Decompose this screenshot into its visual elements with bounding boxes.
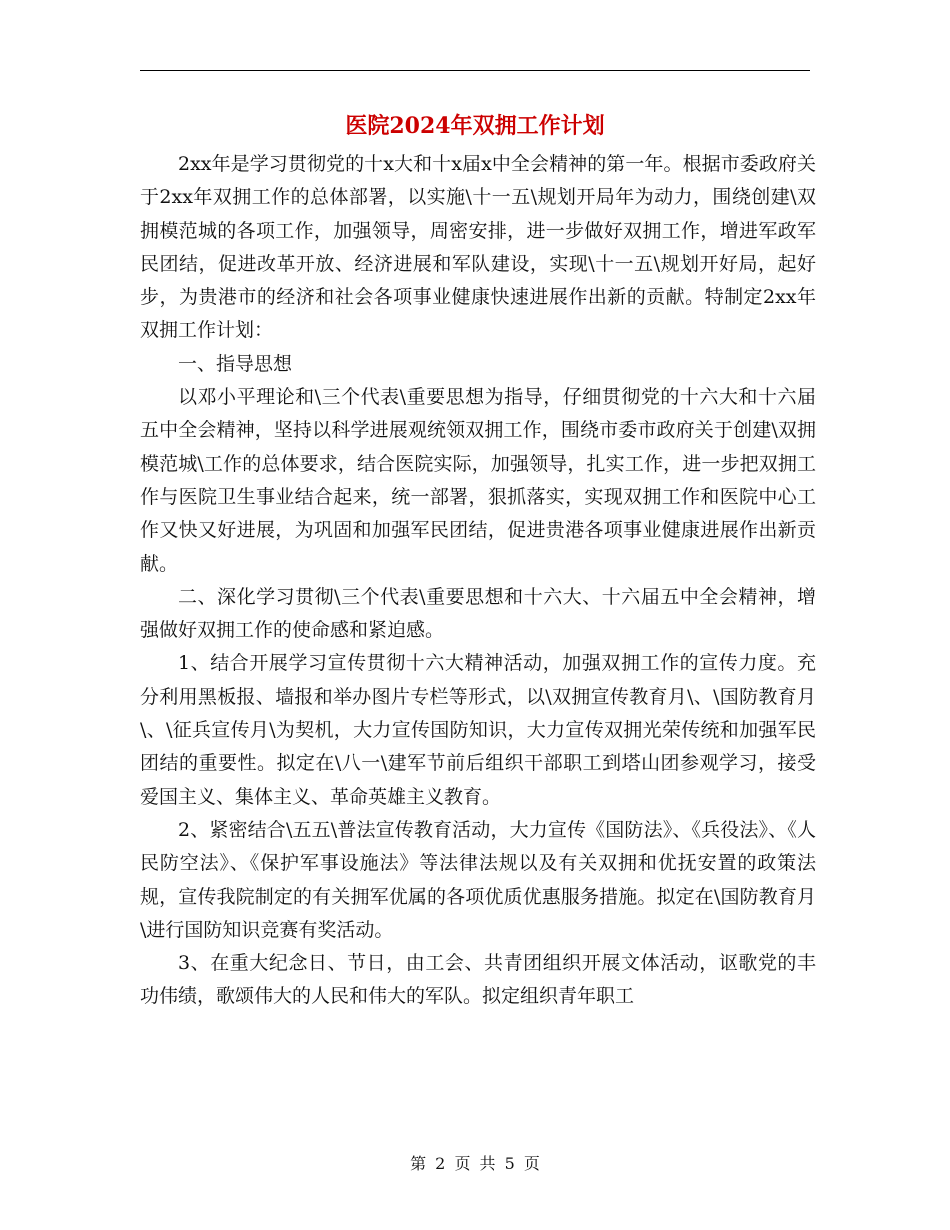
paragraph-item-2: 2、紧密结合\五五\普法宣传教育活动，大力宣传《国防法》、《兵役法》、《人民防空法》、《保护军事设施法》等法律法规以及有关双拥和优抚安置的政策法规，宣传我院制定的有关拥军优属的各项优质优惠服务措施。拟定在\国防教育月\进行国防知识竞赛有奖活动。 — [140, 818, 816, 941]
paragraph-intro: 2xx年是学习贯彻党的十x大和十x届x中全会精神的第一年。根据市委政府关于2xx年双拥工作的总体部署，以实施\十一五\规划开局年为动力，围绕创建\双拥模范城的各项工作，加强领导，周密安排，进一步做好双拥工作，增进军政军民团结，促进改革开放、经济进展和军队建设，实现\十一五\规划开好局，起好步，为贵港市的经济和社会各项事业健康快速进展作出新的贡献。特制定2xx年双拥工作计划： — [140, 153, 816, 342]
page-number: 第 2 页 共 5 页 — [410, 1154, 540, 1173]
header-rule — [140, 70, 810, 71]
section-heading-2: 二、深化学习贯彻\三个代表\重要思想和十六大、十六届五中全会精神，增强做好双拥工作的使命感和紧迫感。 — [140, 585, 816, 642]
paragraph-item-1: 1、结合开展学习宣传贯彻十六大精神活动，加强双拥工作的宣传力度。充分利用黑板报、墙报和举办图片专栏等形式，以\双拥宣传教育月\、\国防教育月\、\征兵宣传月\为契机，大力宣传国防知识，大力宣传双拥光荣传统和加强军民团结的重要性。拟定在\八一\建军节前后组织干部职工到塔山团参观学习，接受爱国主义、集体主义、革命英雄主义教育。 — [140, 652, 816, 808]
document-body — [140, 148, 816, 1014]
document-title: 医院2024年双拥工作计划 — [345, 113, 605, 139]
section-heading-1: 一、指导思想 — [178, 352, 293, 375]
paragraph-guiding-ideology: 以邓小平理论和\三个代表\重要思想为指导，仔细贯彻党的十六大和十六届五中全会精神，坚持以科学进展观统领双拥工作，围绕市委市政府关于创建\双拥模范城\工作的总体要求，结合医院实际，加强领导，扎实工作，进一步把双拥工作与医院卫生事业结合起来，统一部署，狠抓落实，实现双拥工作和医院中心工作又快又好进展，为巩固和加强军民团结，促进贵港各项事业健康进展作出新贡献。 — [140, 386, 816, 575]
paragraph-item-3: 3、在重大纪念日、节日，由工会、共青团组织开展文体活动，讴歌党的丰功伟绩，歌颂伟大的人民和伟大的军队。拟定组织青年职工 — [140, 952, 816, 1008]
